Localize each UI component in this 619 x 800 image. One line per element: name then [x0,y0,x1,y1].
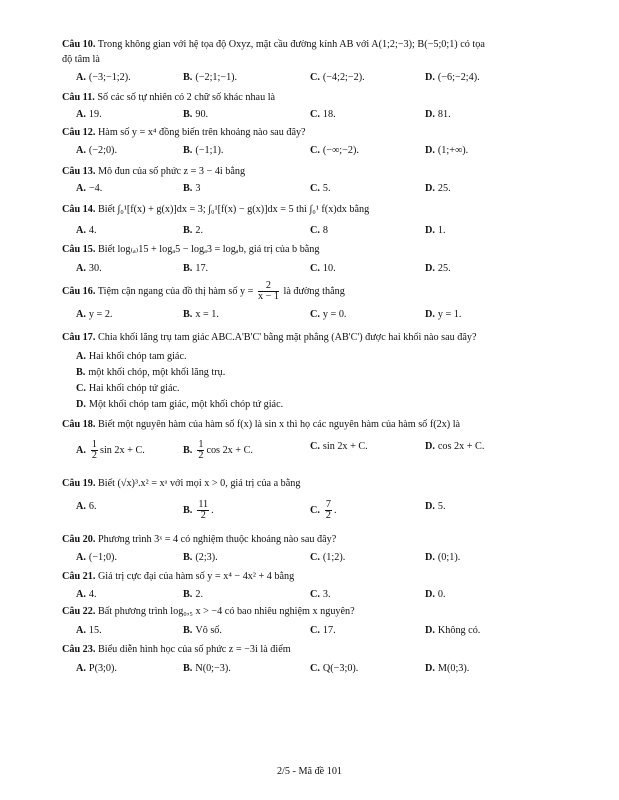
question-19 [62,477,579,491]
option-a: A. Hai khối chóp tam giác. [76,351,187,362]
question-text: Biết log₍ₐ₎15 + logₐ5 − logₐ3 = logₐb, giá trị của b bằng [97,244,320,255]
question-number: Câu 18. [62,419,96,430]
option-a: A. 4. [76,589,97,600]
question-text: Biết (√x)³.x² = xᵃ với mọi x > 0, giá trị của a bằng [97,478,301,489]
page-footer: 2/5 - Mã đề 101 [276,766,343,777]
option-d: D. 25. [425,263,451,274]
option-b: B. (2;3). [183,552,218,563]
option-b: B. 90. [183,109,209,120]
option-b: B. x = 1. [183,309,219,320]
question-number: Câu 22. [62,606,96,617]
option-d: D. 1. [425,225,446,236]
option-c: C. $\frac{7}{2}$ . [310,499,337,521]
options-19 [0,500,619,526]
option-a: A. (−1;0). [76,552,118,563]
question-text: Bất phương trình log₀,₅ x > −4 có bao nhiêu nghiệm x nguyên? [97,606,355,617]
option-b: B. Vô số. [183,625,222,636]
question-17 [62,331,579,345]
options-20 [0,551,619,565]
question-text: Số các số tự nhiên có 2 chữ số khác nhau là [97,92,276,103]
option-c: C. (−∞;−2). [310,145,359,156]
options-22 [0,624,619,638]
question-number: Câu 12. [62,127,96,138]
option-c: C. 8 [310,225,328,236]
option-b: B. $\frac{11}{2}$ . [183,499,214,521]
option-b: B. 2. [183,589,203,600]
option-b: B. 2. [183,225,203,236]
options-21 [0,588,619,602]
option-c: C. y = 0. [310,309,347,320]
option-a: A. 30. [76,263,102,274]
option-d: D. (0;1). [425,552,461,563]
option-c: C. 17. [310,625,336,636]
option-a: A. P(3;0). [76,663,117,674]
option-c: C. Q(−3;0). [310,663,359,674]
question-13 [62,165,579,179]
question-number: Câu 21. [62,571,96,582]
question-text: Trong không gian với hệ tọa độ Oxyz, mặt cầu đường kính AB với A(1;2;−3); B(−5;0;1) có tọa [97,39,485,50]
question-15 [62,243,579,257]
option-b: B. (−1;1). [183,145,224,156]
fraction: $\frac{2}{x - 1}$ [257,280,279,303]
question-number: Câu 16. [62,286,96,297]
question-10 [62,38,579,52]
question-text: Chia khối lăng trụ tam giác ABC.A'B'C' bằng mặt phẳng (AB'C') được hai khối nào sau đây? [97,332,477,343]
option-a: A. y = 2. [76,309,113,320]
options-23 [0,662,619,676]
options-12 [0,144,619,158]
question-12 [62,126,579,140]
question-14 [62,203,579,217]
option-d: D. 81. [425,109,451,120]
option-c: C. (−4;2;−2). [310,72,365,83]
option-b: B. 17. [183,263,209,274]
question-11 [62,91,579,105]
question-number: Câu 14. [62,204,96,215]
option-d: D. M(0;3). [425,663,470,674]
options-11 [0,108,619,122]
question-22 [62,605,579,619]
options-13 [0,182,619,196]
question-number: Câu 23. [62,644,96,655]
option-d: D. y = 1. [425,309,462,320]
option-d: D. Một khối chóp tam giác, một khối chóp tứ giác. [76,399,284,410]
option-d: D. 5. [425,501,446,512]
options-10 [0,71,619,85]
option-c: C. 3. [310,589,331,600]
question-number: Câu 17. [62,332,96,343]
option-b: B. (−2;1;−1). [183,72,238,83]
option-a: A. 4. [76,225,97,236]
option-b: B. $\frac{1}{2}$ cos 2x + C. [183,439,253,461]
question-number: Câu 13. [62,166,96,177]
option-b: B. N(0;−3). [183,663,231,674]
question-number: Câu 11. [62,92,95,103]
question-10-continuation [62,53,579,67]
option-d: D. (1;+∞). [425,145,469,156]
option-d: D. 0. [425,589,446,600]
option-a: A. 19. [76,109,102,120]
question-text: Biết một nguyên hàm của hàm số f(x) là sin x thì họ các nguyên hàm của hàm số f(2x) là [97,419,461,430]
option-c: C. (1;2). [310,552,346,563]
question-text: Biểu diễn hình học của số phức z = −3i là điểm [97,644,291,655]
question-text: là đường thẳng [283,286,345,297]
question-text: Giá trị cực đại của hàm số y = x⁴ − 4x² + 4 bằng [97,571,295,582]
option-d: D. (−6;−2;4). [425,72,480,83]
question-number: Câu 20. [62,534,96,545]
option-d: D. cos 2x + C. [425,441,485,452]
option-a: A. 15. [76,625,102,636]
option-c: C. Hai khối chóp tứ giác. [76,383,180,394]
question-text: Mô đun của số phức z = 3 − 4i bằng [97,166,246,177]
option-b: B. một khối chóp, một khối lăng trụ. [76,367,226,378]
question-23 [62,643,579,657]
option-a: A. (−3;−1;2). [76,72,131,83]
options-15 [0,262,619,276]
question-21 [62,570,579,584]
option-b: B. 3 [183,183,201,194]
question-number: Câu 15. [62,244,96,255]
option-a: A. (−2;0). [76,145,118,156]
question-18 [62,418,579,432]
question-text: Biết ∫₀¹[f(x) + g(x)]dx = 3; ∫₀¹[f(x) − g(x)]dx = 5 thì ∫₀¹ f(x)dx bằng [97,204,370,215]
options-18 [0,440,619,466]
option-d: D. 25. [425,183,451,194]
question-text: Phương trình 3ˣ = 4 có nghiệm thuộc khoảng nào sau đây? [97,534,337,545]
question-20 [62,533,579,547]
question-number: Câu 19. [62,478,96,489]
option-a: A. $\frac{1}{2}$ sin 2x + C. [76,439,145,461]
option-a: A. 6. [76,501,97,512]
question-text: độ tâm là [62,54,100,65]
question-number: Câu 10. [62,39,96,50]
question-text: Tiệm cận ngang của đồ thị hàm số y = [97,286,254,297]
option-c: C. sin 2x + C. [310,441,368,452]
question-text: Hàm số y = x⁴ đồng biến trên khoảng nào sau đây? [97,127,306,138]
option-a: A. −4. [76,183,103,194]
option-c: C. 5. [310,183,331,194]
option-c: C. 10. [310,263,336,274]
options-16 [0,308,619,322]
option-d: D. Không có. [425,625,481,636]
options-14 [0,224,619,238]
question-16 [62,280,579,304]
option-c: C. 18. [310,109,336,120]
